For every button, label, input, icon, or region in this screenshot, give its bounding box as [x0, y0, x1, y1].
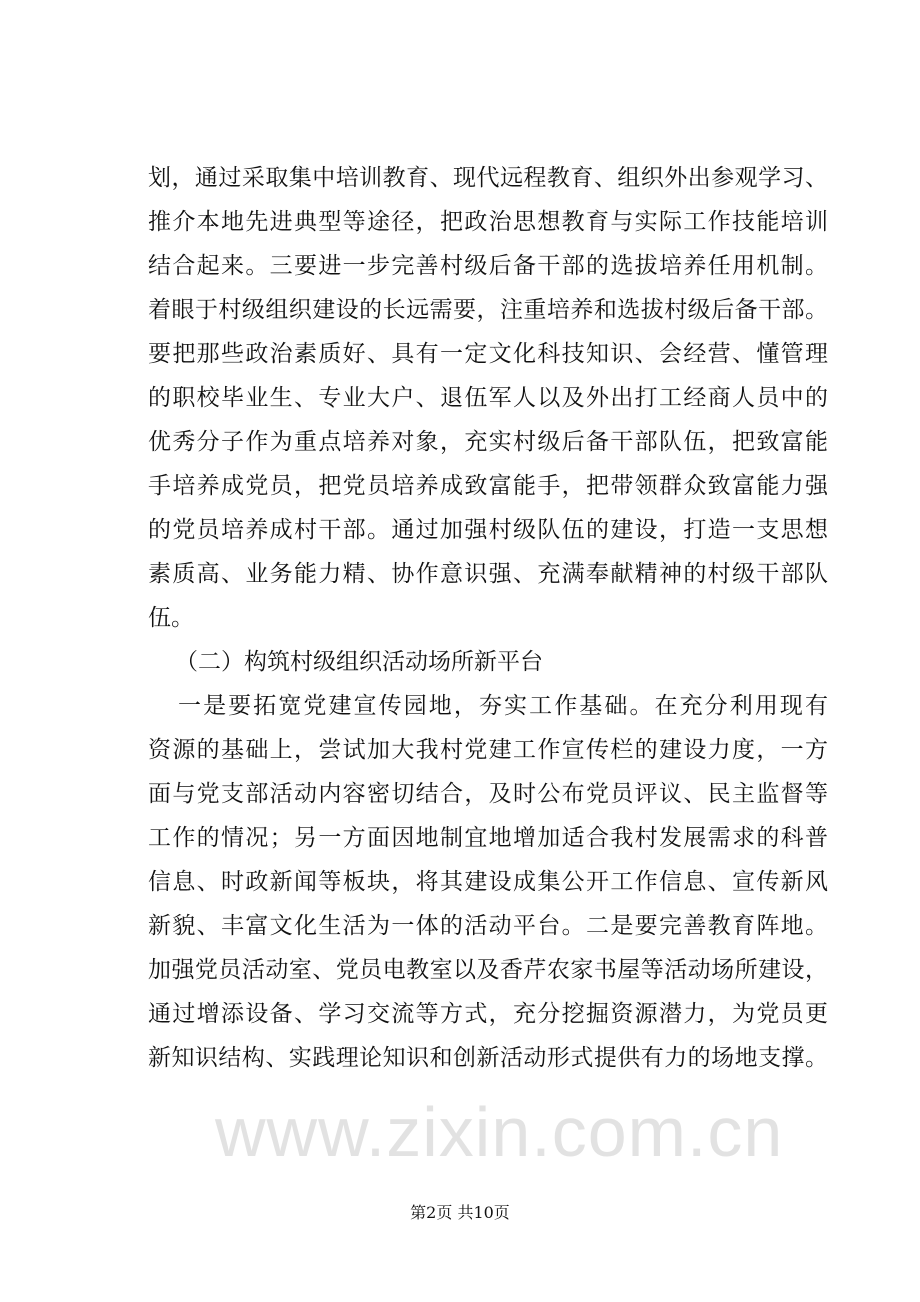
- paragraph-line: 新知识结构、实践理论知识和创新活动形式提供有力的场地支撑。: [148, 1045, 828, 1071]
- paragraph-line: 优秀分子作为重点培养对象，充实村级后备干部队伍，把致富能: [148, 429, 828, 455]
- page-number-footer: 第2页 共10页: [410, 1203, 510, 1222]
- watermark: www.zixin.com.cn: [215, 1093, 784, 1171]
- paragraph-line: 加强党员活动室、党员电教室以及香芹农家书屋等活动场所建设，: [148, 957, 828, 983]
- paragraph-line: 伍。: [148, 605, 194, 631]
- paragraph-line: 通过增添设备、学习交流等方式，充分挖掘资源潜力，为党员更: [148, 1001, 828, 1027]
- paragraph-line: 资源的基础上，尝试加大我村党建工作宣传栏的建设力度，一方: [148, 737, 828, 763]
- paragraph-line: 划，通过采取集中培训教育、现代远程教育、组织外出参观学习、: [148, 165, 828, 191]
- paragraph-line: 新貌、丰富文化生活为一体的活动平台。二是要完善教育阵地。: [148, 913, 828, 939]
- paragraph-line: 的职校毕业生、专业大户、退伍军人以及外出打工经商人员中的: [148, 385, 828, 411]
- paragraph-line: 结合起来。三要进一步完善村级后备干部的选拔培养任用机制。: [148, 253, 828, 279]
- paragraph-line: 要把那些政治素质好、具有一定文化科技知识、会经营、懂管理: [148, 341, 828, 367]
- paragraph-line: 着眼于村级组织建设的长远需要，注重培养和选拔村级后备干部。: [148, 297, 828, 323]
- paragraph-line: 手培养成党员，把党员培养成致富能手，把带领群众致富能力强: [148, 473, 828, 499]
- paragraph-line: 信息、时政新闻等板块，将其建设成集公开工作信息、宣传新风: [148, 869, 828, 895]
- paragraph-line: 一是要拓宽党建宣传园地，夯实工作基础。在充分利用现有: [178, 693, 828, 719]
- paragraph-line: 的党员培养成村干部。通过加强村级队伍的建设，打造一支思想: [148, 517, 828, 543]
- paragraph-line: 面与党支部活动内容密切结合，及时公布党员评议、民主监督等: [148, 781, 828, 807]
- paragraph-line: 素质高、业务能力精、协作意识强、充满奉献精神的村级干部队: [148, 561, 828, 587]
- paragraph-line: 推介本地先进典型等途径，把政治思想教育与实际工作技能培训: [148, 209, 828, 235]
- paragraph-line: 工作的情况；另一方面因地制宜地增加适合我村发展需求的科普: [148, 825, 828, 851]
- section-heading: （二）构筑村级组织活动场所新平台: [175, 649, 543, 675]
